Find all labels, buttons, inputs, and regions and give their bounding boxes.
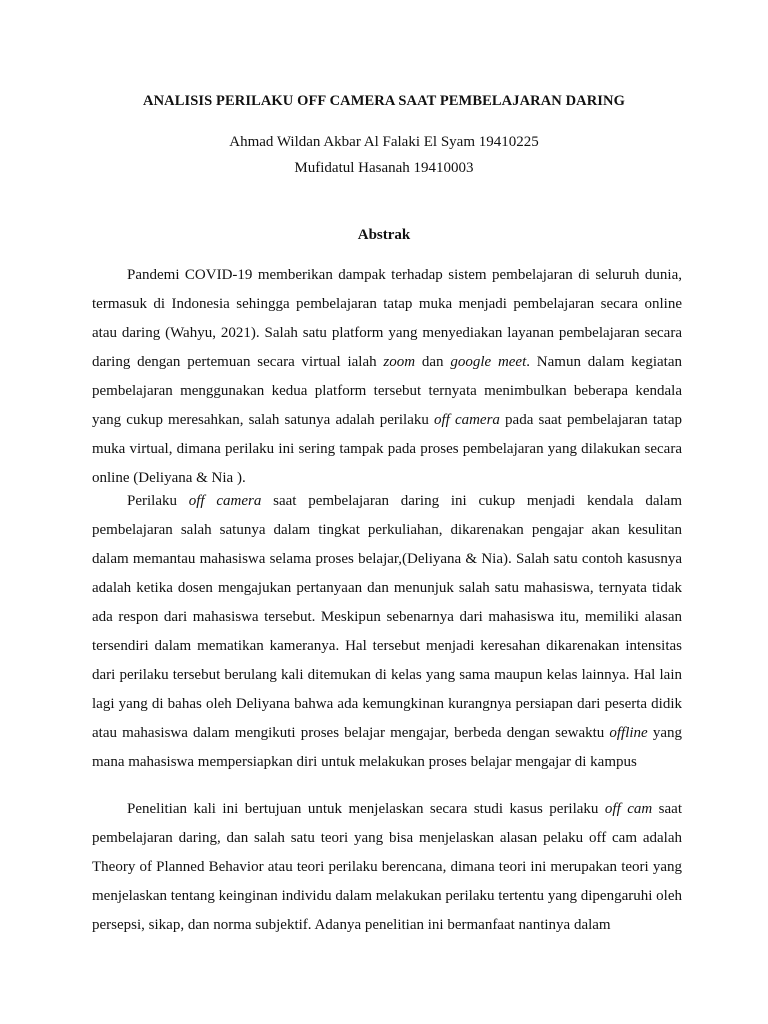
author-line-1: Ahmad Wildan Akbar Al Falaki El Syam 19410225 — [229, 134, 539, 150]
paragraph-text: dan — [415, 354, 451, 370]
author-line-2: Mufidatul Hasanah 19410003 — [294, 160, 474, 176]
abstract-paragraph-2 — [92, 487, 682, 777]
paragraph-text: . Namun dalam kegiatan pembelajaran menggunakan kedua platform tersebut ternyata menimbulkan beberapa kendala yang cukup meresahkan, salah satunya adalah perilaku — [92, 354, 682, 428]
paragraph-text: Perilaku — [127, 493, 189, 509]
emphasis-text: google meet — [450, 354, 527, 370]
paper-title: ANALISIS PERILAKU OFF CAMERA SAAT PEMBELAJARAN DARING — [143, 93, 625, 109]
abstract-paragraph-3 — [92, 795, 682, 940]
paragraph-text: pada saat pembelajaran tatap muka virtual, dimana perilaku ini sering tampak pada proses pembelajaran yang dilakukan secara online (Deliyana & Nia ). — [92, 412, 682, 486]
emphasis-text: off cam — [604, 801, 653, 817]
paragraph-text: saat pembelajaran daring, dan salah satu teori yang bisa menjelaskan alasan pelaku off cam adalah Theory of Planned Behavior atau teori perilaku berencana, dimana teori ini merupakan teori yang menjelaskan tentang keinginan individu dalam melakukan perilaku tertentu yang dipengaruhi oleh persepsi, sikap, dan norma subjektif. Adanya penelitian ini bermanfaat nantinya dalam — [92, 801, 682, 933]
emphasis-text: offline — [609, 725, 648, 741]
paragraph-text: saat pembelajaran daring ini cukup menjadi kendala dalam pembelajaran salah satunya dalam tingkat perkuliahan, dikarenakan pengajar akan kesulitan dalam memantau mahasiswa selama proses belajar,(Deliyana & Nia). Salah satu contoh kasusnya adalah ketika dosen mengajukan pertanyaan dan menunjuk salah satu mahasiswa, ternyata tidak ada respon dari mahasiswa tersebut. Meskipun sebenarnya dari mahasiswa itu, memiliki alasan tersendiri dalam mematikan kameranya. Hal tersebut menjadi keresahan dikarenakan intensitas dari perilaku tersebut berulang kali ditemukan di kelas yang sama maupun kelas lainnya. Hal lain lagi yang di bahas oleh Deliyana bahwa ada kemungkinan kurangnya persiapan dari peserta didik atau mahasiswa dalam mengikuti proses belajar mengajar, berbeda dengan sewaktu — [92, 493, 683, 741]
abstract-paragraph-1 — [92, 261, 682, 493]
emphasis-text: zoom — [383, 354, 416, 370]
paragraph-text: Pandemi COVID-19 memberikan dampak terhadap sistem pembelajaran di seluruh dunia, termasuk di Indonesia sehingga pembelajaran tatap muka menjadi pembelajaran secara online atau daring (Wahyu, 2021). Salah satu platform yang menyediakan layanan pembelajaran secara daring dengan pertemuan secara virtual ialah — [92, 267, 682, 370]
abstract-heading: Abstrak — [357, 227, 411, 243]
emphasis-text: off camera — [188, 493, 262, 509]
emphasis-text: off camera — [433, 412, 500, 428]
paragraph-text: yang mana mahasiswa mempersiapkan diri untuk melakukan proses belajar mengajar di kampus — [92, 725, 682, 770]
paragraph-text: Penelitian kali ini bertujuan untuk menjelaskan secara studi kasus perilaku — [127, 801, 605, 817]
